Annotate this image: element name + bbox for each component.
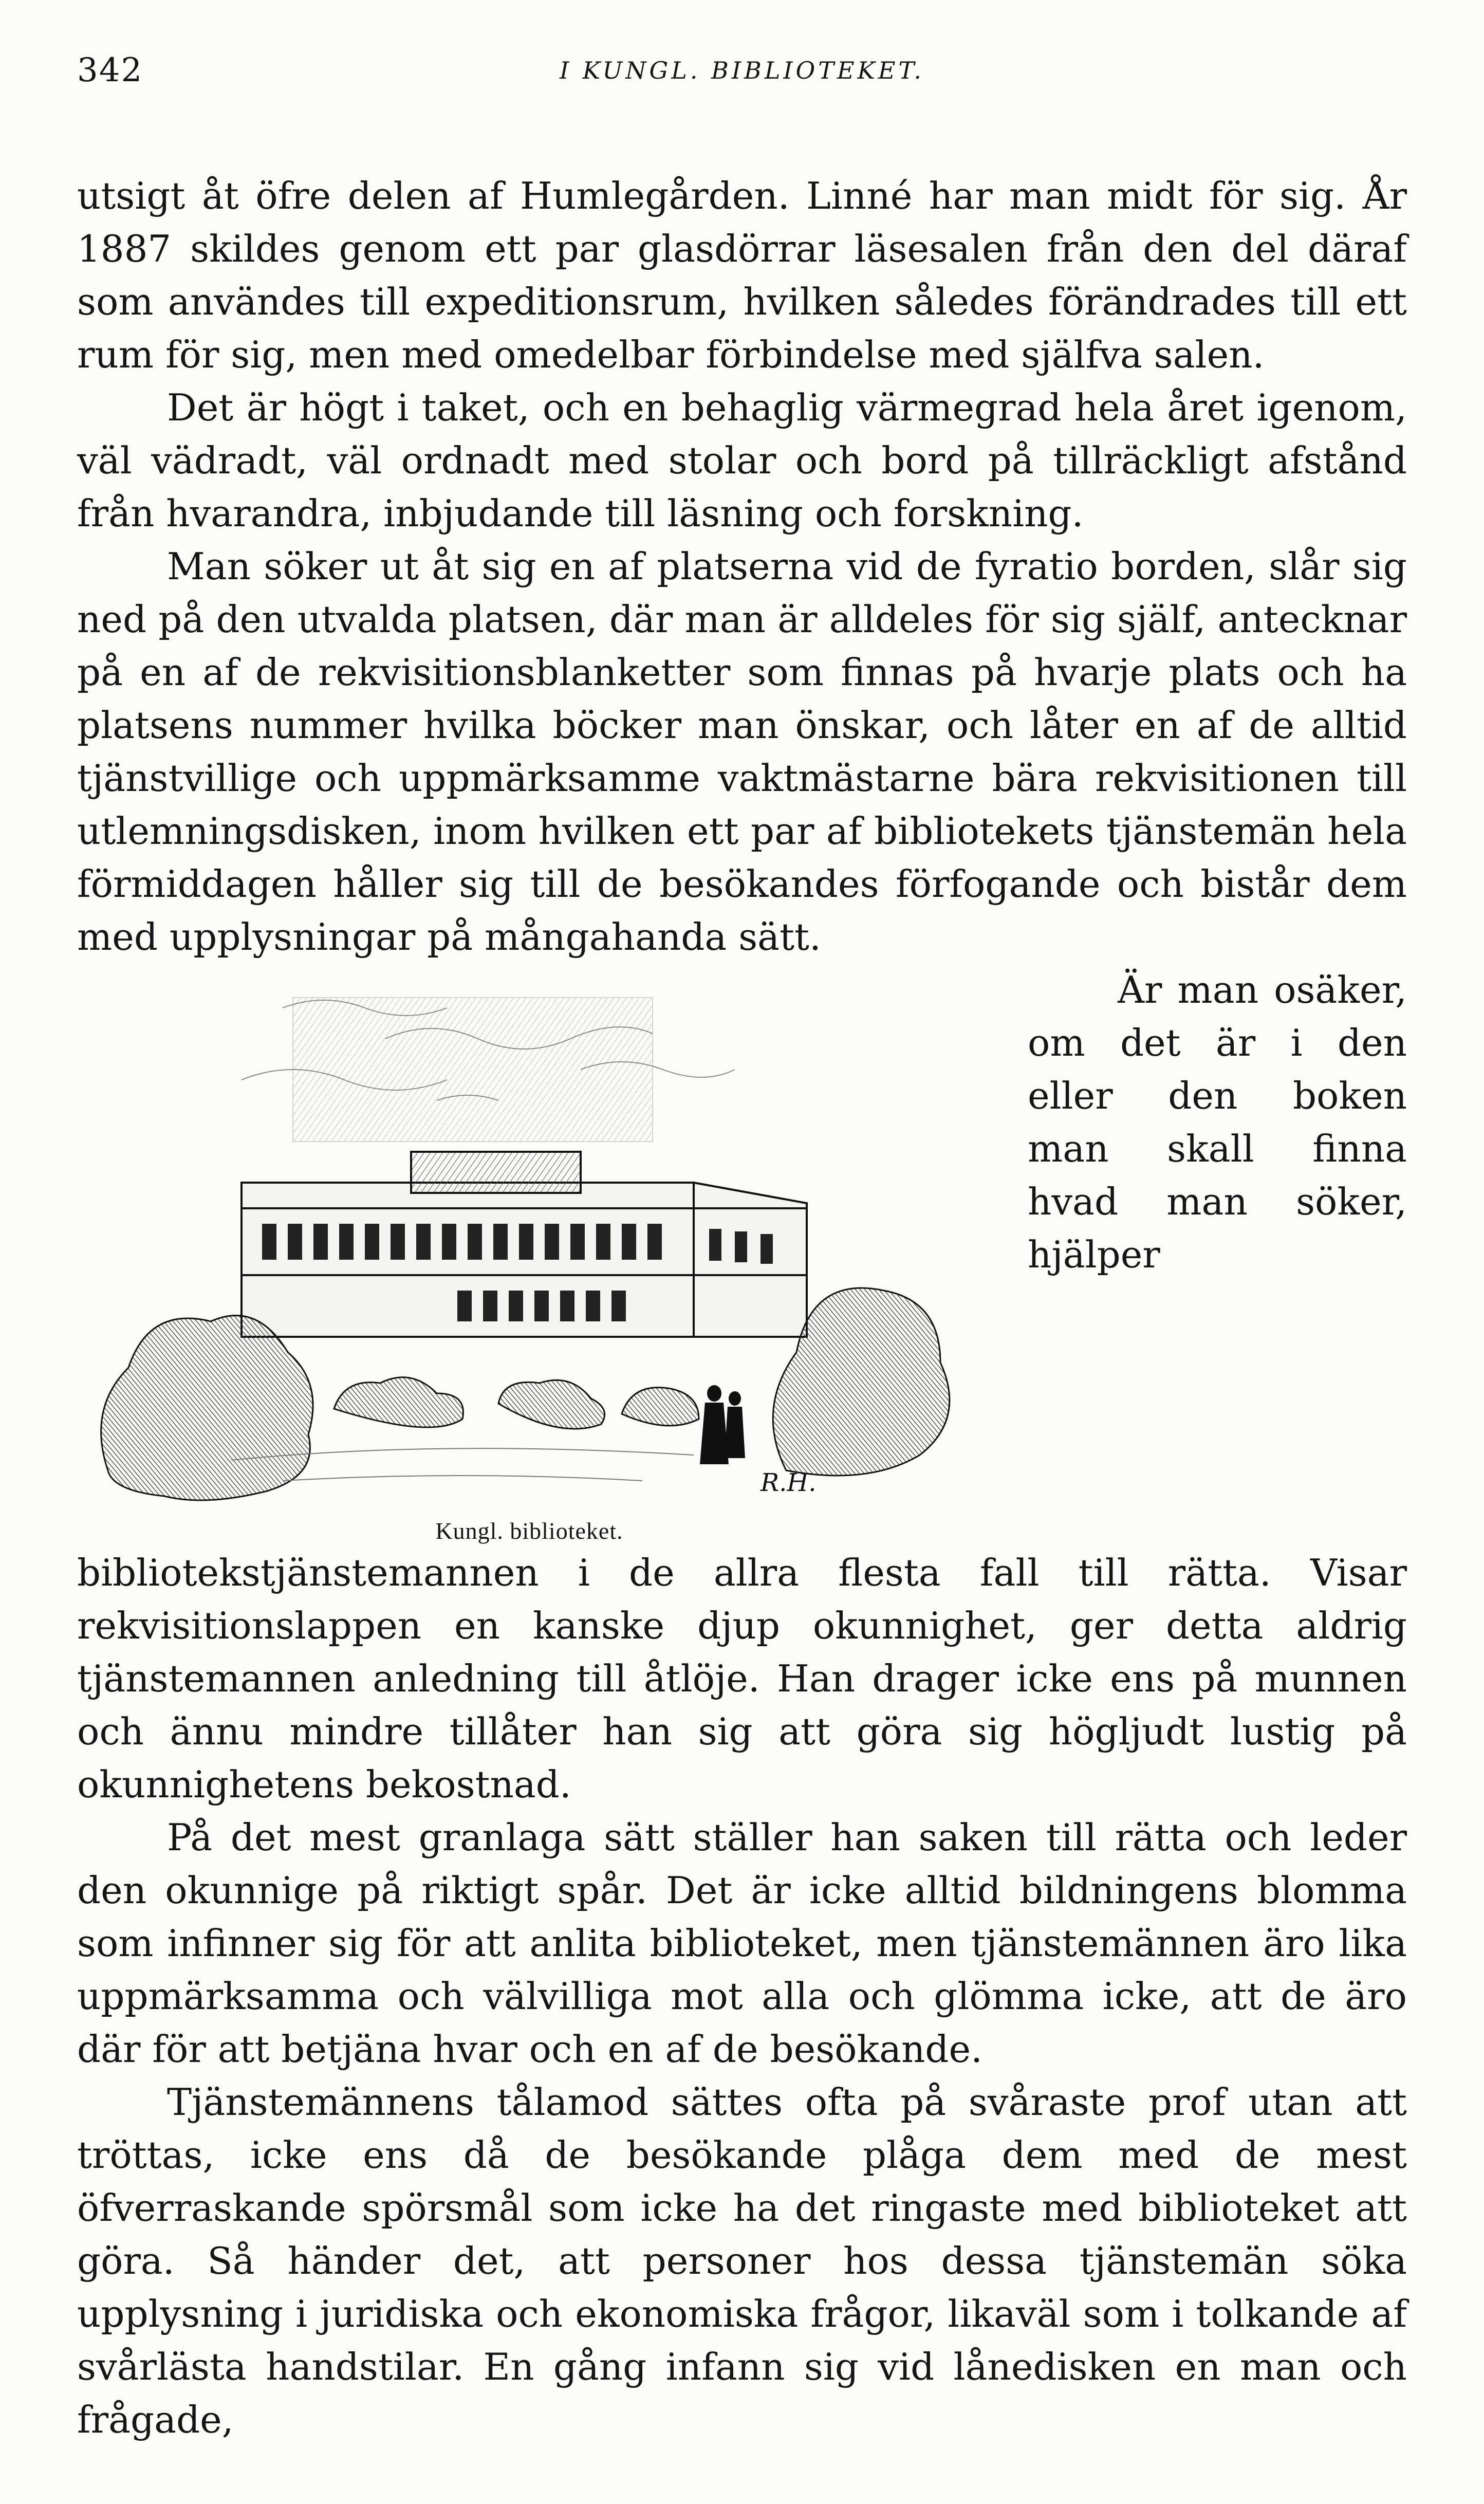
paragraph: Det är högt i taket, och en behaglig värmegrad hela året igenom, väl vädradt, väl ordnadt med stolar och bord på tillräckligt afstånd från hvarandra, inbjudande till läsning och forskning. xyxy=(77,386,1407,535)
engraver-signature: R.H. xyxy=(760,1468,817,1497)
figure-caption: Kungl. biblioteket. xyxy=(435,1518,623,1544)
page-number: 342 xyxy=(77,51,143,89)
sky-hatching xyxy=(242,998,735,1141)
library-illustration-figure xyxy=(77,967,981,1546)
body-text xyxy=(77,170,1407,2446)
running-head xyxy=(77,51,1407,103)
library-building-engraving xyxy=(77,967,981,1512)
paragraph: utsigt åt öfre delen af Humlegården. Linné har man midt för sig. År 1887 skildes genom ett par glasdörrar läsesalen från den del däraf som användes till expeditionsrum, hvilken således förändrades till ett rum för sig, men med omedelbar förbindelse med själfva salen. xyxy=(77,174,1407,376)
running-title: I KUNGL. BIBLIOTEKET. xyxy=(559,57,925,84)
paragraph: Är man osäker, om det är i den eller den boken man skall finna hvad man söker, hjälper bibliotekstjänstemannen i de allra flesta fall till rätta. Visar rekvisitionslappen en kanske djup okunnighet, ger detta aldrig tjänstemannen anledning till åtlöje. Han drager icke ens på munnen och ännu mindre tillåter han sig att göra sig högljudt lustig på okunnighetens bekostnad. xyxy=(77,968,1407,1806)
paragraph: Man söker ut åt sig en af platserna vid de fyratio borden, slår sig ned på den utvalda platsen, där man är alldeles för sig själf, antecknar på en af de rekvisitionsblanketter som finnas på hvarje plats och ha platsens nummer hvilka böcker man önskar, och låter en af de alltid tjänstvillige och uppmärksamme vaktmästarne bära rekvisitionen till utlemningsdisken, inom hvilken ett par af bibliotekets tjänstemän hela förmiddagen håller sig till de besökandes förfogande och bistår dem med upplysningar på mångahanda sätt. xyxy=(77,545,1407,959)
paragraph: Tjänstemännens tålamod sättes ofta på svåraste prof utan att tröttas, icke ens då de besökande plåga dem med de mest öfverraskande spörsmål som icke ha det ringaste med biblioteket att göra. Så händer det, att personer hos dessa tjänstemän söka upplysning i juridiska och ekonomiska frågor, likaväl som i tolkande af svårlästa handstilar. En gång infann sig vid lånedisken en man och frågade, xyxy=(77,2080,1407,2441)
paragraph: På det mest granlaga sätt ställer han saken till rätta och leder den okunnige på riktigt spår. Det är icke alltid bildningens blomma som infinner sig för att anlita biblioteket, men tjänstemännen äro lika uppmärksamma och välvilliga mot alla och glömma icke, att de äro där för att betjäna hvar och en af de besökande. xyxy=(77,1816,1407,2071)
strolling-figures xyxy=(700,1385,745,1464)
